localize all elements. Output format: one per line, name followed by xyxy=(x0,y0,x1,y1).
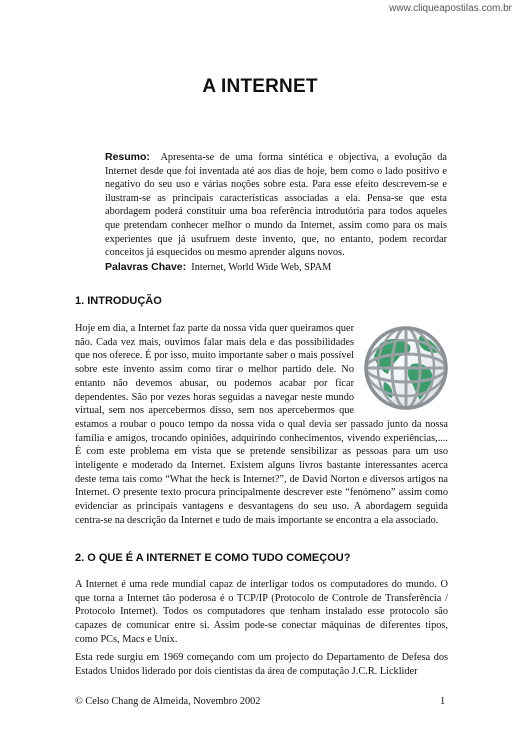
abstract-label: Resumo: xyxy=(105,151,150,163)
site-watermark: www.cliqueapostilas.com.br xyxy=(389,3,512,14)
globe-icon xyxy=(360,322,452,414)
section-1-body xyxy=(75,322,448,528)
section-2-paragraph-2: Esta rede surgiu em 1969 começando com um projecto do Departamento de Defesa dos Estados Unidos liderado por dois cientistas da área de computação J.C.R. Licklider xyxy=(75,652,448,677)
section-2-paragraph-1: A Internet é uma rede mundial capaz de interligar todos os computadores do mundo. O que torna a Internet tão poderosa é o TCP/IP (Protocolo de Controle de Transferência / Protocolo Internet). Todos os computadores que tenham instalado esse protocolo são capazes de comunicar entre si. Assim pode-se conectar máquinas de diferentes tipos, como PCs, Macs e Unix. xyxy=(75,579,448,645)
keywords-label: Palavras Chave: xyxy=(105,261,187,273)
footer-copyright: © Celso Chang de Almeida, Novembro 2002 xyxy=(75,696,261,707)
document-title: A INTERNET xyxy=(202,76,318,97)
abstract xyxy=(105,151,447,260)
section-1-text: Hoje em dia, a Internet faz parte da nossa vida quer queiramos quer não. Cada vez mais, ouvimos falar mais dela e das possibilidades que nos oferece. É por isso, muito importante saber o mais possível sobre este invento assim como tirar o melhor partido dele. No entanto não devemos abusar, ou podemos acabar por ficar dependentes. São por vezes horas seguidas a navegar neste mundo virtual, sem nos apercebermos disso, sem nos apercebermos que estamos a roubar o pouco tempo da nossa vida o qual devia ser passado junto da nossa família e amigos, trocando opiniões, adquirindo conhecimentos, vivendo experiências,.... É com este problema em vista que se pretende sensibilizar as pessoas para um uso inteligente e moderado da Internet. Existem alguns livros bastante interessantes acerca deste tema tais como “What the heck is Internet?”, de David Norton e diversos artigos na Internet. O presente texto procura principalmente descrever este “fenómeno” assim como evidenciar as principais vantagens e desvantagens do seu uso. A abordagem seguida centra-se na descrição da Internet e tudo de mais importante se encontra a ela associado. xyxy=(75,323,448,526)
section-2-heading: 2. O QUE É A INTERNET E COMO TUDO COMEÇOU? xyxy=(75,552,351,564)
keywords-text: Internet, World Wide Web, SPAM xyxy=(191,262,332,273)
abstract-text: Apresenta-se de uma forma sintética e objectiva, a evolução da Internet desde que foi inventada até aos dias de hoje, bem como o lado positivo e negativo do seu uso e várias noções sobre esta. Para esse efeito descrevem-se e ilustram-se as principais características associadas a ela. Pensa-se que esta abordagem poderá constituir uma boa referência introdutória para todos aqueles que pretendam conhecer melhor o mundo da Internet, assim como para os mais experientes que já usufruem deste invento, que, no entanto, podem recordar conceitos já esquecidos ou mesmo aprender alguns novos. xyxy=(105,152,447,259)
section-1-heading: 1. INTRODUÇÃO xyxy=(75,295,162,307)
page-number: 1 xyxy=(440,696,446,707)
keywords xyxy=(105,261,447,273)
